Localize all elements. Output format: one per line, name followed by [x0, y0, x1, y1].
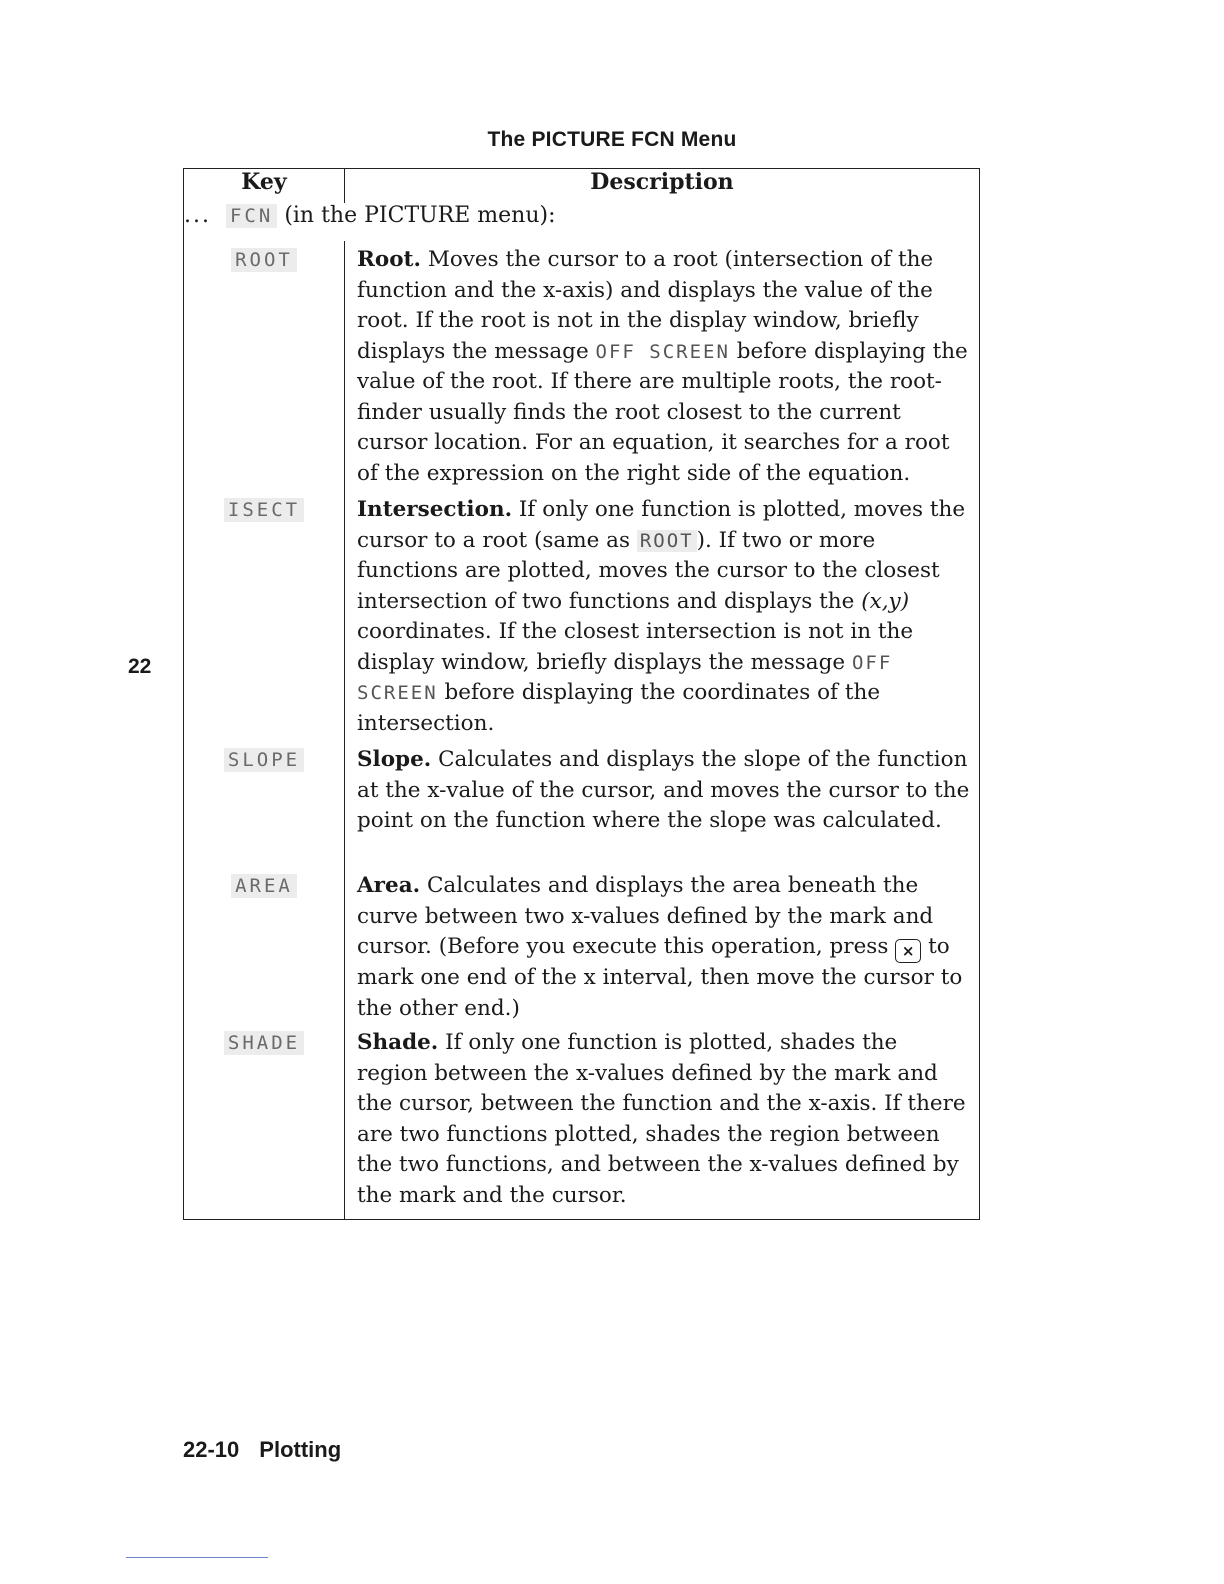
description-text: before displaying the value of the root. If there are multiple roots, the root-finder usually finds the root closest to the current cursor location. For an equation, it searches for a root of the expression on the right side of the equation.	[357, 338, 968, 486]
header-key: Key	[184, 169, 345, 204]
description-cell	[345, 491, 980, 741]
description-text: Calculates and displays the slope of the function at the x-value of the cursor, and moves the cursor to the point on the function where the slope was calculated.	[357, 747, 970, 833]
description-text: ). If two or more functions are plotted, moves the cursor to the closest intersection of two functions and displays the	[357, 527, 940, 614]
page-number: 22-10	[183, 1437, 240, 1462]
term-root: Root.	[357, 247, 421, 272]
description-cell	[345, 1024, 980, 1220]
description-text: coordinates. If the closest intersection is not in the display window, briefly displays the message	[357, 619, 914, 675]
area-softkey[interactable]: AREA	[231, 874, 297, 898]
key-cell	[184, 741, 345, 867]
description-text: Moves the cursor to a root (intersection of the function and the x-axis) and displays the value of the root. If the root is not in the display window, briefly displays the message	[357, 247, 934, 364]
fcn-softkey[interactable]: FCN	[226, 204, 277, 228]
off-screen-message: OFF SCREEN	[595, 340, 730, 363]
slope-softkey[interactable]: SLOPE	[224, 748, 304, 772]
ellipsis: ...	[184, 203, 211, 228]
term-shade: Shade.	[357, 1030, 439, 1055]
off-screen-message: OFF SCREEN	[357, 651, 893, 704]
term-slope: Slope.	[357, 747, 432, 772]
table-header-row	[184, 169, 980, 204]
key-cell	[184, 867, 345, 1024]
chapter-tab: 22	[128, 655, 152, 678]
table-row	[184, 867, 980, 1024]
table-row	[184, 241, 980, 491]
key-cell	[184, 1024, 345, 1220]
key-cell	[184, 491, 345, 741]
multiply-key-icon: ×	[895, 939, 921, 963]
footnote-rule	[126, 1557, 268, 1558]
page-footer	[183, 1437, 341, 1463]
root-softkey[interactable]: ROOT	[231, 248, 297, 272]
shade-softkey[interactable]: SHADE	[224, 1031, 304, 1055]
description-text: before displaying the coordinates of the intersection.	[357, 680, 881, 736]
description-text: If only one function is plotted, shades the region between the x-values defined by the mark and the cursor, between the function and the x-axis. If there are two functions plotted, shades the region between the two functions, and between the x-values defined by the mark and the cursor.	[357, 1030, 966, 1208]
fcn-menu-table	[183, 168, 980, 1220]
term-intersection: Intersection.	[357, 497, 513, 522]
description-cell	[345, 741, 980, 867]
isect-softkey[interactable]: ISECT	[224, 498, 304, 522]
menu-path-text: (in the PICTURE menu):	[284, 203, 556, 228]
table-row	[184, 1024, 980, 1220]
table-row	[184, 741, 980, 867]
coordinates-notation: (x,y)	[861, 588, 910, 614]
menu-path-row	[184, 203, 980, 241]
description-cell	[345, 241, 980, 491]
root-key-reference: ROOT	[637, 530, 697, 552]
table-caption: The PICTURE FCN Menu	[487, 128, 737, 151]
section-name: Plotting	[259, 1437, 342, 1462]
key-cell	[184, 241, 345, 491]
description-text: to mark one end of the x interval, then move the cursor to the other end.)	[357, 934, 963, 1021]
description-text: If only one function is plotted, moves the cursor to a root (same as	[357, 497, 966, 553]
table-row	[184, 491, 980, 741]
header-description: Description	[590, 169, 734, 195]
description-text: Calculates and displays the area beneath the curve between two x-values defined by the mark and cursor. (Before you execute this operation, press	[357, 873, 934, 959]
term-area: Area.	[357, 873, 421, 898]
menu-path-cell	[184, 203, 980, 241]
description-cell	[345, 867, 980, 1024]
